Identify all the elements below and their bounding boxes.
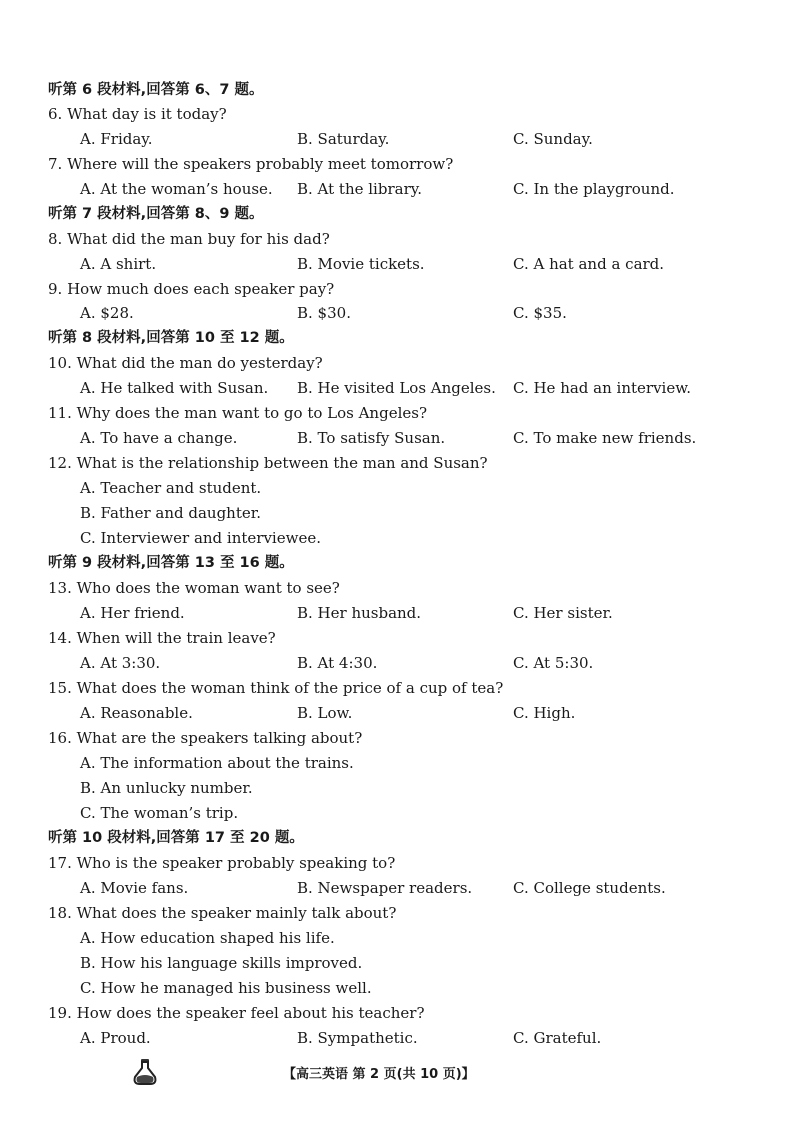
options-row-11	[0, 426, 800, 450]
section-header-9: 听第 9 段材料,回答第 13 至 16 题。	[48, 555, 294, 571]
section-header-8: 听第 8 段材料,回答第 10 至 12 题。	[48, 330, 294, 346]
option-c: C. At 5:30.	[513, 654, 594, 672]
option-c: C. College students.	[513, 879, 666, 897]
option-b: B. At 4:30.	[297, 654, 378, 672]
question-7: 7. Where will the speakers probably meet tomorrow?	[48, 155, 454, 173]
option-b: B. Movie tickets.	[297, 255, 425, 273]
option-b: B. How his language skills improved.	[80, 954, 363, 972]
options-row-7	[0, 177, 800, 201]
option-c: C. Her sister.	[513, 604, 613, 622]
question-9: 9. How much does each speaker pay?	[48, 280, 335, 298]
option-a: A. Friday.	[80, 130, 153, 148]
option-c: C. The woman’s trip.	[80, 804, 239, 822]
question-12: 12. What is the relationship between the man and Susan?	[48, 454, 488, 472]
option-row-18c	[0, 976, 800, 1000]
option-a: A. To have a change.	[80, 429, 238, 447]
option-c: C. In the playground.	[513, 180, 675, 198]
question-14: 14. When will the train leave?	[48, 629, 276, 647]
section-header-7: 听第 7 段材料,回答第 8、9 题。	[48, 206, 264, 222]
question-8: 8. What did the man buy for his dad?	[48, 230, 330, 248]
option-b: B. An unlucky number.	[80, 779, 253, 797]
options-row-9	[0, 301, 800, 325]
options-row-17	[0, 876, 800, 900]
option-a: A. At 3:30.	[80, 654, 161, 672]
option-row-18a	[0, 926, 800, 950]
option-b: B. $30.	[297, 304, 351, 322]
option-c: C. $35.	[513, 304, 567, 322]
option-a: A. At the woman’s house.	[80, 180, 273, 198]
option-b: B. Low.	[297, 704, 353, 722]
option-c: C. He had an interview.	[513, 379, 692, 397]
question-15: 15. What does the woman think of the price of a cup of tea?	[48, 679, 504, 697]
option-b: B. Sympathetic.	[297, 1029, 418, 1047]
option-b: B. At the library.	[297, 180, 422, 198]
option-row-12c	[0, 526, 800, 550]
option-b: B. To satisfy Susan.	[297, 429, 446, 447]
option-c: C. To make new friends.	[513, 429, 697, 447]
options-row-8	[0, 252, 800, 276]
option-a: A. Her friend.	[80, 604, 185, 622]
option-row-16b	[0, 776, 800, 800]
option-row-16c	[0, 801, 800, 825]
question-11: 11. Why does the man want to go to Los Angeles?	[48, 404, 427, 422]
option-a: A. How education shaped his life.	[80, 929, 335, 947]
options-row-6	[0, 127, 800, 151]
option-c: C. A hat and a card.	[513, 255, 665, 273]
option-b: B. Saturday.	[297, 130, 390, 148]
question-18: 18. What does the speaker mainly talk about?	[48, 904, 397, 922]
options-row-10	[0, 376, 800, 400]
option-a: A. $28.	[80, 304, 134, 322]
flask-icon	[132, 1058, 158, 1086]
options-row-19	[0, 1026, 800, 1050]
option-c: C. High.	[513, 704, 576, 722]
option-b: B. He visited Los Angeles.	[297, 379, 496, 397]
question-16: 16. What are the speakers talking about?	[48, 729, 363, 747]
options-row-13	[0, 601, 800, 625]
page-footer: 【高三英语 第 2 页(共 10 页)】	[283, 1067, 475, 1082]
section-header-10: 听第 10 段材料,回答第 17 至 20 题。	[48, 830, 304, 846]
option-c: C. Sunday.	[513, 130, 593, 148]
option-a: A. Reasonable.	[80, 704, 193, 722]
options-row-14	[0, 651, 800, 675]
option-a: A. The information about the trains.	[80, 754, 354, 772]
option-row-12a	[0, 476, 800, 500]
question-19: 19. How does the speaker feel about his teacher?	[48, 1004, 425, 1022]
option-c: C. How he managed his business well.	[80, 979, 372, 997]
option-c: C. Interviewer and interviewee.	[80, 529, 321, 547]
option-b: B. Newspaper readers.	[297, 879, 473, 897]
option-row-18b	[0, 951, 800, 975]
option-row-16a	[0, 751, 800, 775]
option-a: A. Proud.	[80, 1029, 151, 1047]
options-row-15	[0, 701, 800, 725]
option-b: B. Her husband.	[297, 604, 422, 622]
option-c: C. Grateful.	[513, 1029, 602, 1047]
option-a: A. Teacher and student.	[80, 479, 262, 497]
option-a: A. He talked with Susan.	[80, 379, 269, 397]
option-a: A. A shirt.	[80, 255, 157, 273]
question-6: 6. What day is it today?	[48, 105, 227, 123]
question-10: 10. What did the man do yesterday?	[48, 354, 323, 372]
option-row-12b	[0, 501, 800, 525]
question-17: 17. Who is the speaker probably speaking to?	[48, 854, 396, 872]
option-b: B. Father and daughter.	[80, 504, 262, 522]
question-13: 13. Who does the woman want to see?	[48, 579, 340, 597]
section-header-6: 听第 6 段材料,回答第 6、7 题。	[48, 82, 264, 98]
option-a: A. Movie fans.	[80, 879, 189, 897]
